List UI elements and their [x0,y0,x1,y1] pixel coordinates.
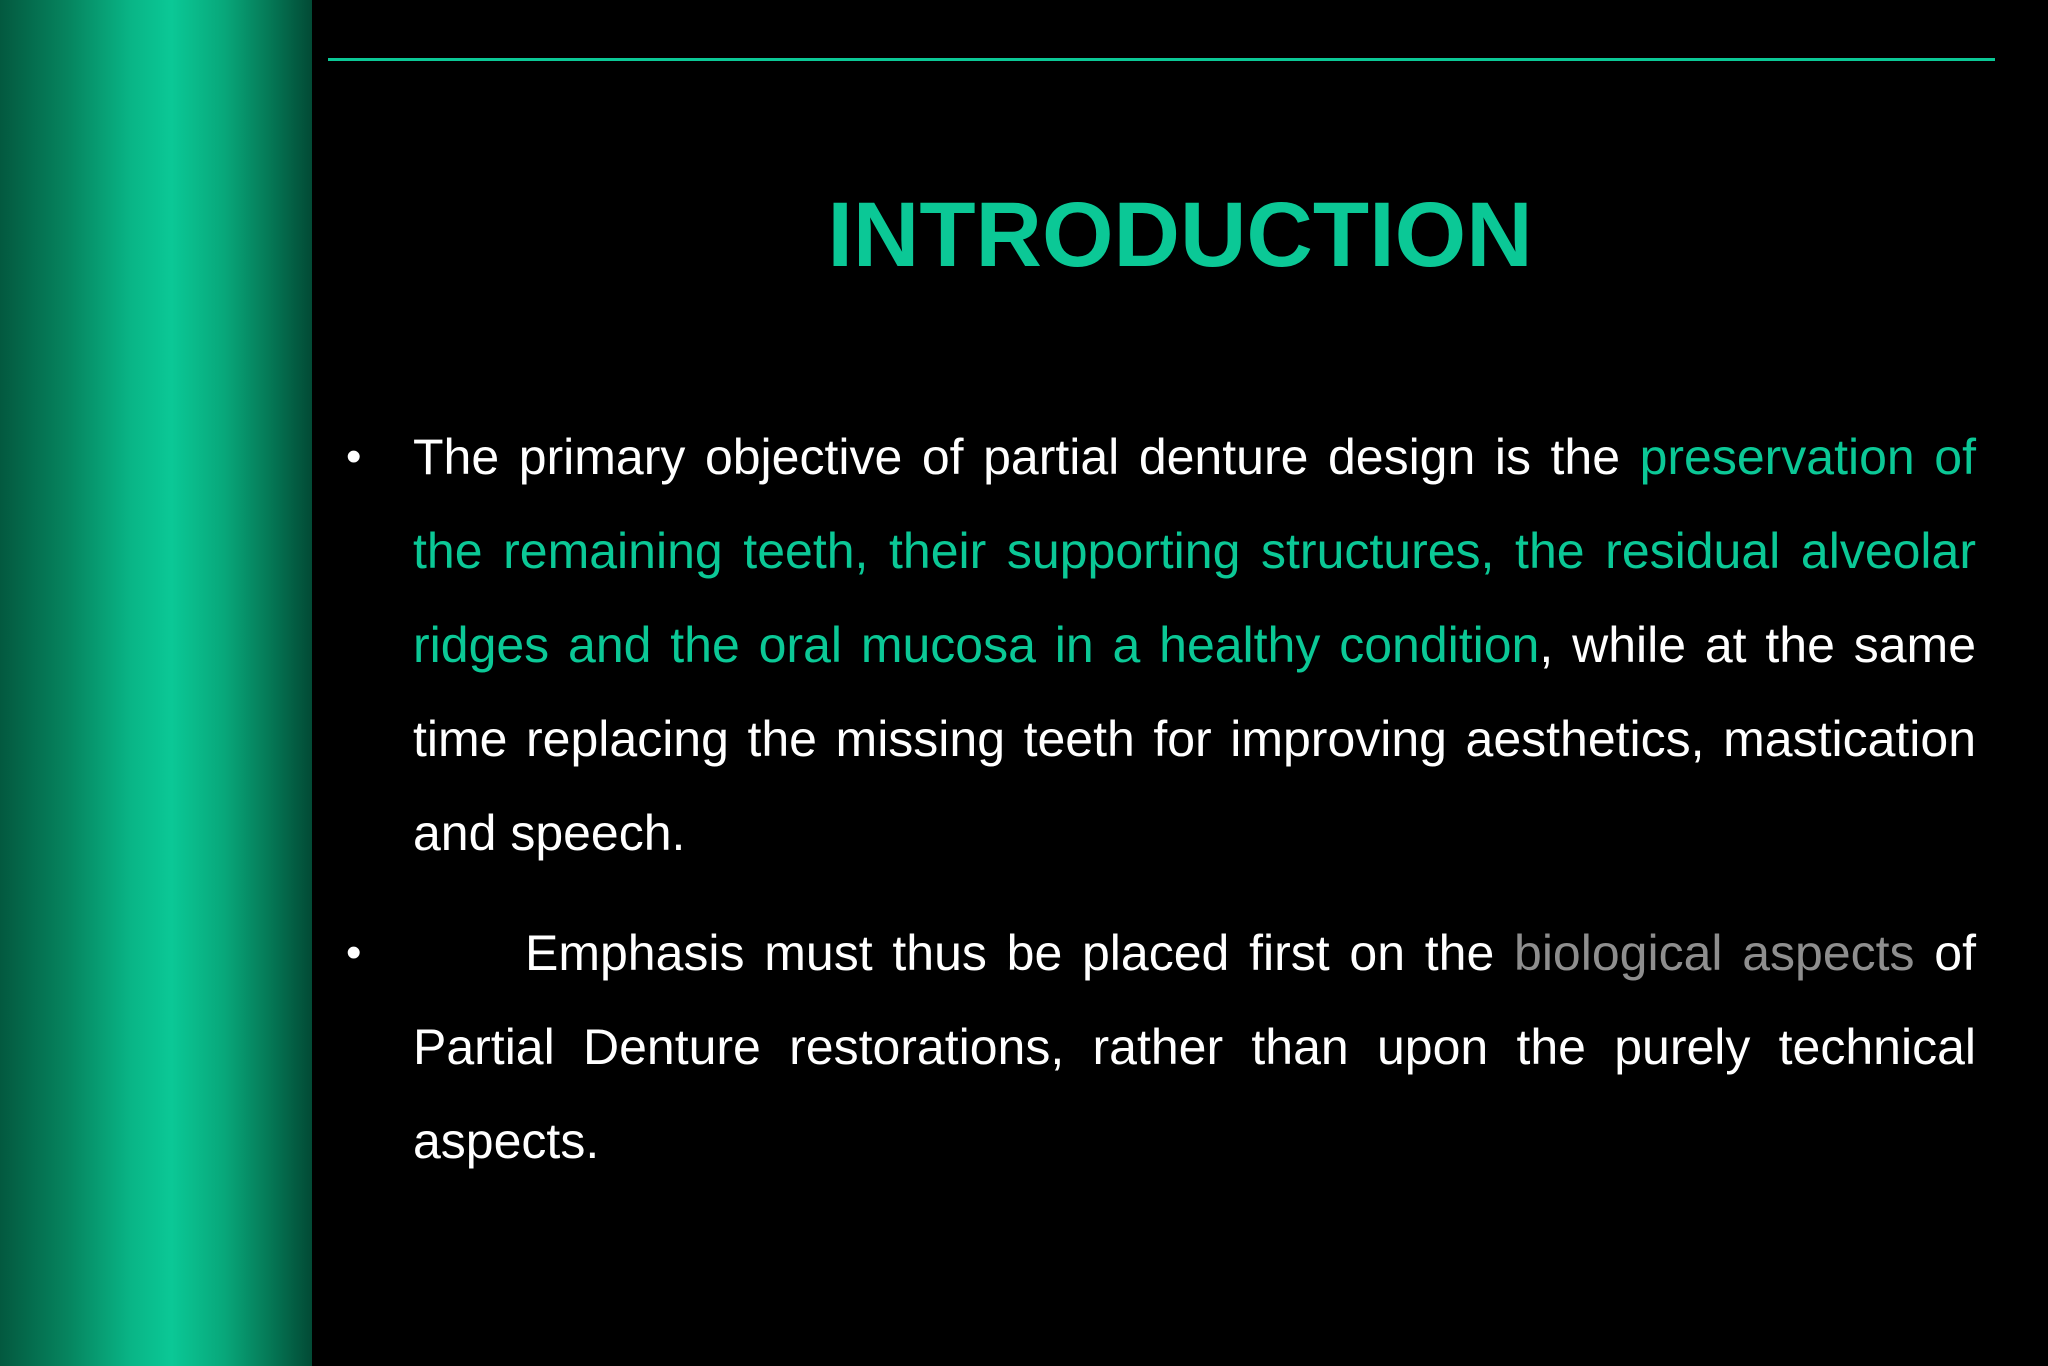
bullet-marker: • [346,432,362,481]
bullet-list [346,410,1977,1188]
bullet-text-muted: biological aspects [1514,925,1915,981]
bullet-text-normal: The primary objective of partial denture design is the [413,429,1640,485]
bullet-item-objective [346,410,1977,880]
bullet-item-emphasis [346,906,1977,1188]
left-decorative-band [0,0,312,1366]
bullet-text-highlight: preservation of the remaining teeth, their supporting structures, the residual alveolar ridges and the oral mucosa in a healthy condition [413,429,1976,673]
bullet-text-normal: of Partial Denture restorations, rather than upon the purely technical aspects. [413,925,1977,1169]
bullet-text-normal: , while at the same time replacing the missing teeth for improving aesthetics, mastication and speech. [413,617,1977,861]
bullet-text-normal: Emphasis must thus be placed first on the [525,925,1515,981]
bullet-marker: • [346,928,362,977]
top-divider-line [328,58,1995,61]
slide-title: INTRODUCTION [827,184,1533,286]
